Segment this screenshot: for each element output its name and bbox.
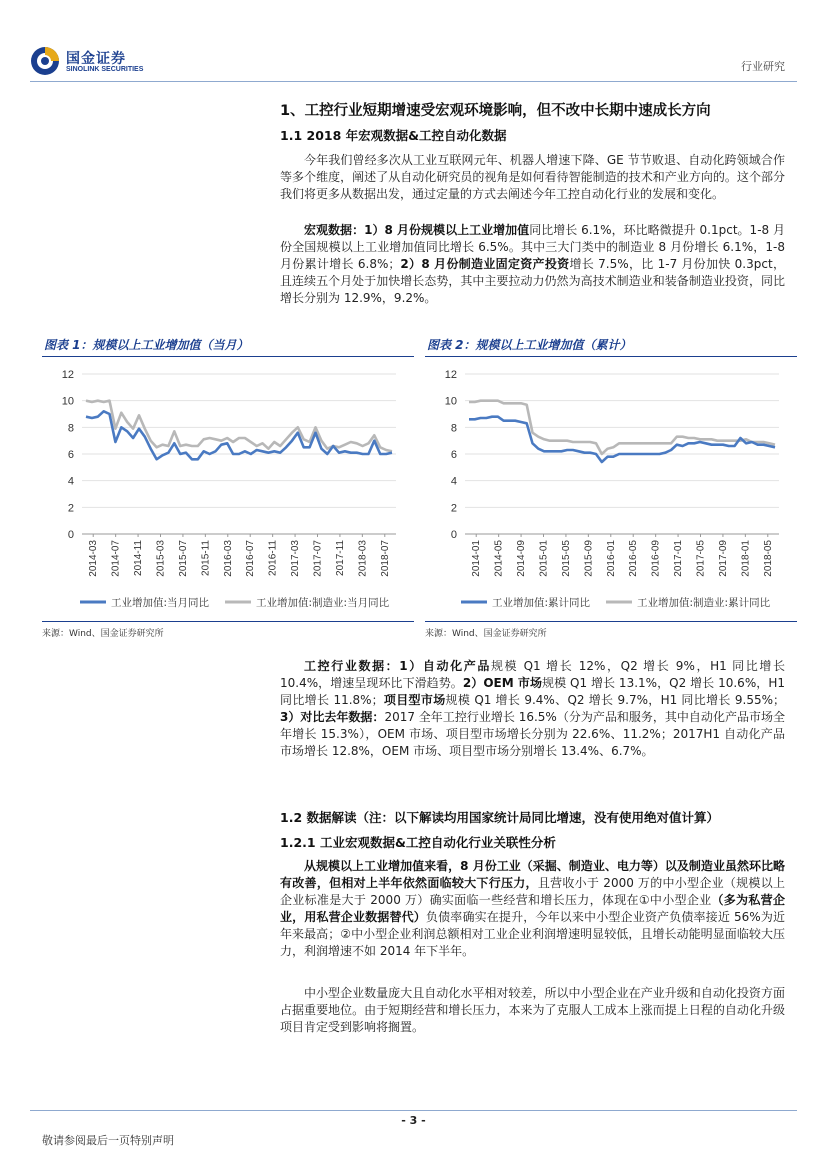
x-tick-label: 2015-09 <box>583 540 595 577</box>
analysis-bold-1: 从规模以上工业增加值来看，8 月份工业（采掘、制造业、电力等）以及制造业虽然环比略有改善，但相对上半年依然面临较大下行压力， <box>280 859 785 890</box>
x-tick-label: 2016-05 <box>628 540 640 577</box>
x-tick-label: 2015-05 <box>560 540 572 577</box>
y-tick-label: 12 <box>444 369 457 381</box>
x-tick-label: 2015-11 <box>200 540 212 576</box>
logo-en-text: SINOLINK SECURITIES <box>66 66 144 73</box>
figure-1-title-rule <box>42 356 414 357</box>
y-tick-label: 10 <box>61 395 74 408</box>
y-tick-label: 2 <box>67 502 74 515</box>
x-tick-label: 2015-07 <box>177 540 189 577</box>
y-tick-label: 2 <box>450 502 457 515</box>
figure-2-source-rule <box>425 621 797 622</box>
figure-1-source: 来源：Wind、国金证券研究所 <box>42 629 164 639</box>
figure-1 <box>42 336 414 646</box>
section-title: 1、工控行业短期增速受宏观环境影响，但不改中长期中速成长方向 <box>280 103 711 119</box>
macro-text-1: 同比增长 6.1%，环比略微提升 0.1pct。1-8 月份全国规模以上工业增加值同比增长 6.5%。其中三大门类中的制造业 8 月份增长 6.1%，1-8 月份累计增长 6.8%； <box>280 223 785 271</box>
x-tick-label: 2018-01 <box>740 540 752 577</box>
x-tick-label: 2018-03 <box>357 540 369 577</box>
auto-text-3: 规模 Q1 增长 9.4%、Q2 增长 9.7%，H1 同比增长 9.55%； <box>445 693 786 707</box>
x-tick-label: 2014-07 <box>110 540 122 577</box>
figure-1-title: 图表 1：规模以上工业增加值（当月） <box>44 338 249 352</box>
paragraph-intro: 今年我们曾经多次从工业互联网元年、机器人增速下降、GE 节节败退、自动化跨领域合作等多个维度，阐述了从自动化研究员的视角是如何看待智能制造的技术和产业方向的。这个部分我们将更多从数据出发，通过定量的方式去阐述今年工控自动化行业的发展和变化。 <box>280 153 785 201</box>
x-tick-label: 2014-11 <box>133 540 145 576</box>
x-tick-label: 2017-07 <box>312 540 324 577</box>
page-number: - 3 - <box>401 1114 426 1127</box>
macro-bold-2: 2）8 月份制造业固定资产投资 <box>400 257 570 271</box>
y-tick-label: 12 <box>61 369 74 381</box>
analysis-text-2: 负债率确实在提升，今年以来中小型企业资产负债率接近 56%为近年来最高；②中小型企业利润总额相对工业企业利润增速明显较低，且增长动能明显面临较大压力，利润增速不如 2014 年下半年。 <box>280 910 785 958</box>
x-tick-label: 2016-07 <box>245 540 257 577</box>
analysis-bold-2: （多为私营企业，用私营企业数据替代） <box>280 893 785 924</box>
auto-bold-2: 2）OEM 市场 <box>462 676 543 690</box>
subsection-title-1-2-1: 1.2.1 工业宏观数据&工控自动化行业关联性分析 <box>280 835 556 850</box>
auto-text-2: 规模 Q1 增长 13.1%，Q2 增长 10.6%，H1 同比增长 11.8%； <box>280 676 785 707</box>
legend-label: 工业增加值:累计同比 <box>492 597 591 609</box>
auto-bold-4: 3）对比去年数据： <box>280 710 385 724</box>
auto-text-4: 2017 全年工控行业增长 16.5%（分为产品和服务，其中自动化产品市场全年增长 15.3%），OEM 市场、项目型市场增长分别为 22.6%、11.2%；2017H1 自动化产品市场增长 12.8%，OEM 市场、项目型市场分别增长 13.4%、6.7%。 <box>280 710 785 758</box>
x-tick-label: 2016-01 <box>605 540 617 577</box>
y-tick-label: 6 <box>450 449 457 461</box>
footer-disclaimer: 敬请参阅最后一页特别声明 <box>42 1134 174 1147</box>
y-tick-label: 8 <box>67 422 74 435</box>
logo-cn-text: 国金证券 <box>66 51 126 67</box>
series-line-0 <box>469 417 775 462</box>
logo-mark-icon <box>30 46 60 76</box>
figure-2-chart <box>425 360 797 618</box>
y-tick-label: 4 <box>450 475 457 488</box>
x-tick-label: 2014-01 <box>471 540 483 577</box>
y-tick-label: 4 <box>67 475 74 488</box>
x-tick-label: 2018-05 <box>762 540 774 577</box>
x-tick-label: 2018-07 <box>379 540 391 577</box>
auto-bold-1: 工控行业数据：1）自动化产品 <box>304 659 491 673</box>
legend-label: 工业增加值:当月同比 <box>111 597 210 609</box>
figure-1-source-rule <box>42 621 414 622</box>
y-tick-label: 0 <box>450 529 457 541</box>
series-line-1 <box>86 401 392 452</box>
y-tick-label: 8 <box>450 422 457 435</box>
x-tick-label: 2016-03 <box>222 540 234 577</box>
header-divider <box>30 81 797 82</box>
legend-label: 工业增加值:制造业:累计同比 <box>637 597 771 609</box>
x-tick-label: 2017-03 <box>290 540 302 577</box>
y-tick-label: 0 <box>67 529 74 541</box>
x-tick-label: 2016-09 <box>650 540 662 577</box>
figure-2 <box>425 336 797 646</box>
x-tick-label: 2017-05 <box>695 540 707 577</box>
company-logo <box>30 44 160 80</box>
auto-text-1: 规模 Q1 增长 12%，Q2 增长 9%，H1 同比增长 10.4%，增速呈现环比下滑趋势。 <box>280 659 785 690</box>
x-tick-label: 2017-01 <box>673 540 685 577</box>
macro-bold-1: 宏观数据：1）8 月份规模以上工业增加值 <box>304 223 530 237</box>
figure-2-title: 图表 2：规模以上工业增加值（累计） <box>427 338 632 352</box>
x-tick-label: 2016-11 <box>267 540 279 576</box>
macro-text-2: 增长 7.5%，比 1-7 月份加快 0.3pct，且连续五个月处于加快增长态势，其中主要拉动力仍然为高技术制造业和装备制造业投资，同比增长分别为 12.9%，9.2%。 <box>280 257 785 305</box>
figure-2-title-rule <box>425 356 797 357</box>
x-tick-label: 2017-11 <box>334 540 346 576</box>
subsection-title-1-1: 1.1 2018 年宏观数据&工控自动化数据 <box>280 128 507 143</box>
x-tick-label: 2014-09 <box>516 540 528 577</box>
analysis-text-1: 且营收小于 2000 万的中小型企业（规模以上企业标准是大于 2000 万）确实面临一些经营和增长压力，体现在①中小型企业 <box>280 876 785 907</box>
paragraph-analysis-2: 中小型企业数量庞大且自动化水平相对较差，所以中小型企业在产业升级和自动化投资方面占据重要地位。由于短期经营和增长压力，本来为了克服人工成本上涨而提上日程的自动化升级项目肯定受到影响将搁置。 <box>280 986 785 1034</box>
paragraph-analysis-1 <box>280 858 785 960</box>
footer-divider <box>30 1110 797 1111</box>
figure-1-chart <box>42 360 414 618</box>
x-tick-label: 2014-05 <box>493 540 505 577</box>
paragraph-macro-data <box>280 222 785 307</box>
legend-label: 工业增加值:制造业:当月同比 <box>256 597 390 609</box>
figure-2-source: 来源：Wind、国金证券研究所 <box>425 629 547 639</box>
series-line-0 <box>86 411 392 459</box>
y-tick-label: 6 <box>67 449 74 461</box>
subsection-title-1-2: 1.2 数据解读（注：以下解读均用国家统计局同比增速，没有使用绝对值计算） <box>280 810 719 825</box>
x-tick-label: 2015-01 <box>538 540 550 577</box>
y-tick-label: 10 <box>444 395 457 408</box>
report-category: 行业研究 <box>741 60 785 73</box>
auto-bold-3: 项目型市场 <box>383 693 446 707</box>
x-tick-label: 2015-03 <box>155 540 167 577</box>
paragraph-automation-data <box>280 658 785 760</box>
x-tick-label: 2014-03 <box>88 540 100 577</box>
x-tick-label: 2017-09 <box>717 540 729 577</box>
